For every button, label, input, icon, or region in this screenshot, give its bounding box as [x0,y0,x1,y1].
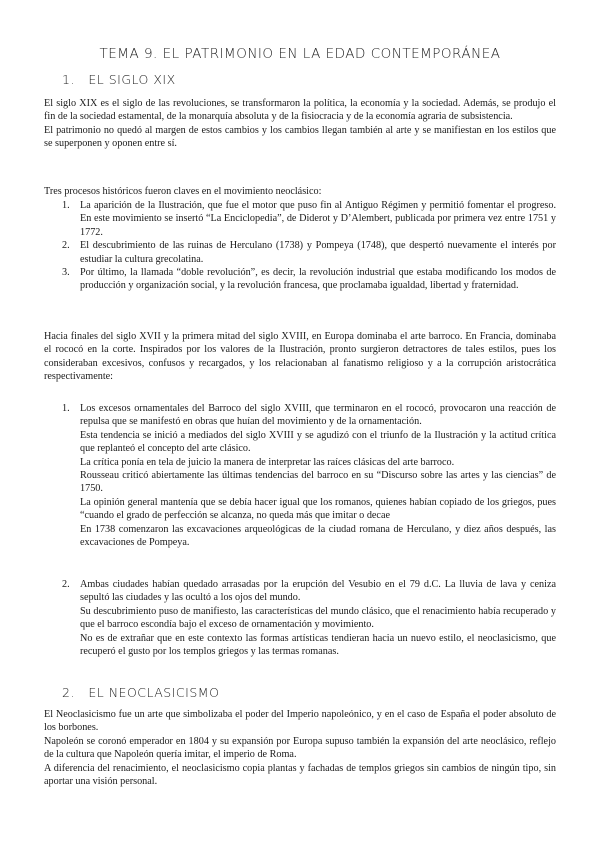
section-number: 1. [62,72,75,87]
list-item-text: La opinión general mantenía que se debía hacer igual que los romanos, quienes habían copiado de los griegos, pues “cuando el grado de perfección se alcanza, no queda más que imitar o decae [80,496,556,522]
list-number: 1. [62,403,70,414]
list-item-text: Su descubrimiento puso de manifiesto, las características del mundo clásico, que el renacimiento había recuperado y que el barroco escondía bajo el exceso de ornamentación y movimiento. [80,605,556,631]
list-item-text: El descubrimiento de las ruinas de Herculano (1738) y Pompeya (1748), que despertó nuevamente el interés por estudiar la cultura grecolatina. [80,240,556,265]
intro-paragraph: El patrimonio no quedó al margen de estos cambios y los cambios llegan también al arte y se manifiestan en los estilos que se superponen y oponen entre sí. [44,124,556,150]
section-title: EL SIGLO XIX [88,72,176,87]
list-item-text: Los excesos ornamentales del Barroco del siglo XVIII, que terminaron en el rococó, provocaron una reacción de repulsa que se manifestó en obras que huían del movimiento y de la ornamentación. [80,403,556,428]
neoclasicismo-paragraph: El Neoclasicismo fue un arte que simbolizaba el poder del Imperio napoleónico, y en el caso de España el poder absoluto de los borbones. [44,709,556,734]
list-number: 2. [62,579,70,590]
list-number: 3. [62,267,70,279]
list-item [44,578,556,658]
section-title: EL NEOCLASICISMO [88,685,220,700]
section-heading-siglo-xix [62,72,176,87]
list-item-text: Por último, la llamada “doble revolución”, es decir, la revolución industrial que estaba modificando los modos de producción y organización social, y la revolución francesa, que proclamaba igualdad, libertad y fraternidad. [80,267,556,292]
reactions-list-1 [44,402,556,549]
list-item [44,402,556,549]
reactions-list-2 [44,578,556,658]
list-item-text: Rousseau criticó abiertamente las últimas tendencias del barroco en su “Discurso sobre las artes y las ciencias” de 1750. [80,470,556,495]
intro-text [44,97,556,151]
baroque-paragraph: Hacia finales del siglo XVII y la primera mitad del siglo XVIII, en Europa dominaba el arte barroco. En Francia, dominaba el rococó en la corte. Inspirados por los valores de la Ilustración, pronto surgieron detractores de tales estilos, pues los consideraban excesivos, confusos y recargados, y los relacionaban al fanatismo religioso y a la corrupción aristocrática respectivamente: [44,331,556,383]
list-item-text: No es de extrañar que en este contexto las formas artísticas tendieran hacia un nuevo estilo, el neoclasicismo, que recuperó el gusto por los templos griegos y las termas romanas. [80,632,556,658]
list-number: 1. [62,200,70,211]
list-item [44,199,556,239]
neoclasicismo-paragraph: A diferencia del renacimiento, el neoclasicismo copia plantas y fachadas de templos griegos sin cambios de ningún tipo, sin aportar una visión personal. [44,762,556,788]
section-number: 2. [62,685,75,700]
list-item [44,266,556,293]
section-heading-neoclasicismo [62,685,219,700]
list-item-text: En 1738 comenzaron las excavaciones arqueológicas de la ciudad romana de Herculano, y diez años después, las excavaciones de Pompeya. [80,523,556,549]
intro-paragraph: El siglo XIX es el siglo de las revoluciones, se transformaron la política, la economía y la sociedad. Además, se produjo el fin de la sociedad estamental, de la monarquía absoluta y de la fisiocracia y de la economía agraria de subsistencia. [44,98,556,123]
list-item-text: La crítica ponía en tela de juicio la manera de interpretar las raíces clásicas del arte barroco. [80,456,455,468]
list-item [44,239,556,266]
processes-list [44,199,556,293]
neoclasicismo-text [44,708,556,788]
list-number: 2. [62,240,70,252]
list-item-text: Esta tendencia se inició a mediados del siglo XVIII y se agudizó con el triunfo de la Ilustración y la actitud crítica que replanteó el concepto del arte clásico. [80,429,556,455]
page-title: TEMA 9. EL PATRIMONIO EN LA EDAD CONTEMPORÁNEA [99,46,501,62]
list-item-text: Ambas ciudades habían quedado arrasadas por la erupción del Vesubio en el 79 d.C. La lluvia de lava y ceniza sepultó las ciudades y las ocultó a los ojos del mundo. [80,579,556,604]
processes-intro: Tres procesos históricos fueron claves en el movimiento neoclásico: [44,186,322,197]
neoclasicismo-paragraph: Napoleón se coronó emperador en 1804 y su expansión por Europa supuso también la expansión del arte neoclásico, reflejo de la cultura que Napoleón quería imitar, el imperio de Roma. [44,735,556,761]
list-item-text: La aparición de la Ilustración, que fue el motor que puso fin al Antiguo Régimen y permitió fomentar el progreso. En este movimiento se insertó “La Enciclopedia”, de Diderot y D’Alembert, publicada por primera vez entre 1751 y 1772. [80,200,556,238]
